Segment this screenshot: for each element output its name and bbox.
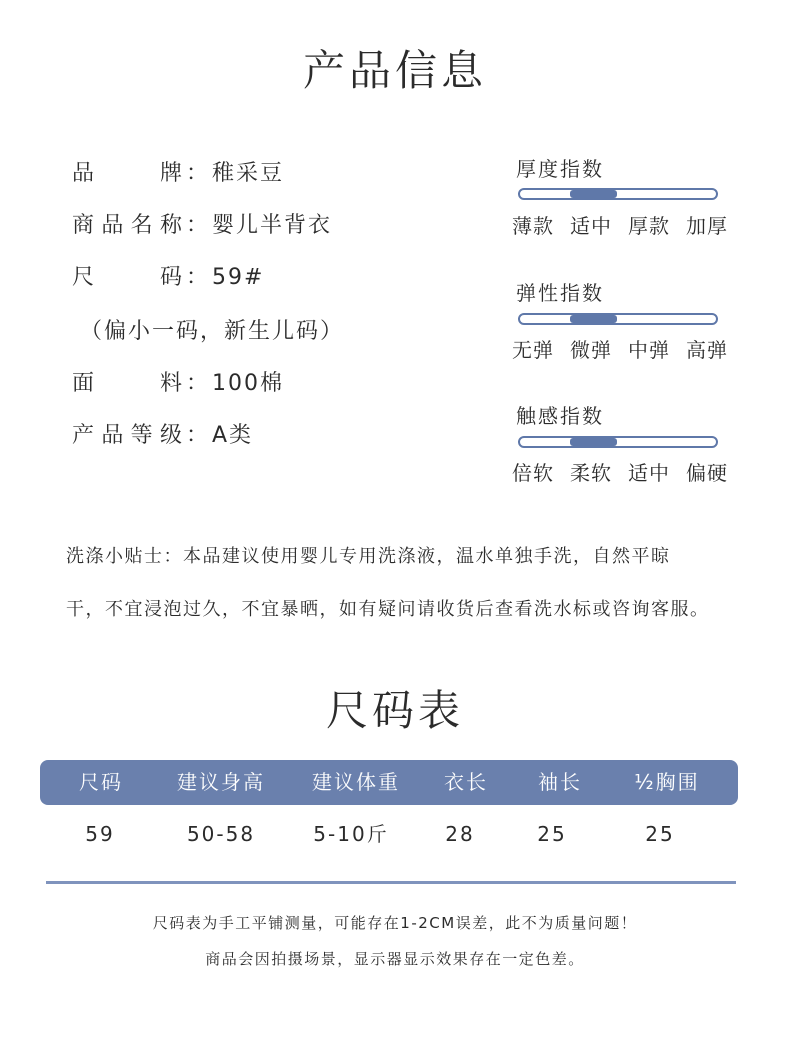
option-label: 倍软 <box>512 461 554 485</box>
option-label: 无弹 <box>512 338 554 362</box>
option-label: 柔软 <box>570 461 612 485</box>
size-chart-header <box>40 760 738 805</box>
elasticity-index-title: 弹性指数 <box>516 281 604 305</box>
info-row-fabric <box>72 366 284 397</box>
info-label: 品牌 <box>72 161 184 186</box>
info-label: 尺码 <box>72 265 184 290</box>
info-colon: ： <box>185 423 210 448</box>
measurement-note: 尺码表为手工平铺测量，可能存在1-2CM误差，此不为质量问题！ <box>152 914 638 932</box>
touch-index-options <box>512 457 728 486</box>
header-sleeve: 袖长 <box>538 770 582 794</box>
info-colon: ： <box>185 265 210 290</box>
thickness-index-gauge <box>518 188 718 200</box>
info-label: 产品等级 <box>72 423 184 448</box>
cell-size: 59 <box>85 822 115 846</box>
header-length: 衣长 <box>444 770 488 794</box>
gauge-fill <box>570 190 617 198</box>
divider <box>46 881 736 884</box>
info-row-size <box>72 260 264 291</box>
info-value: A类 <box>212 423 254 448</box>
option-label: 偏硬 <box>686 461 728 485</box>
header-weight: 建议体重 <box>312 770 400 794</box>
thickness-index-title: 厚度指数 <box>516 157 604 181</box>
info-colon: ： <box>185 161 210 186</box>
info-value: 59# <box>212 265 265 290</box>
gauge-fill <box>570 315 617 323</box>
product-info-title: 产品信息 <box>302 46 487 95</box>
size-chart-title: 尺码表 <box>325 686 464 735</box>
option-label: 加厚 <box>686 214 728 238</box>
option-label: 微弹 <box>570 338 612 362</box>
info-row-product-name <box>72 208 332 239</box>
thickness-index-options <box>512 210 728 239</box>
option-label: 中弹 <box>628 338 670 362</box>
info-row-brand <box>72 156 284 187</box>
header-chest: ½胸围 <box>634 770 700 794</box>
info-value: 婴儿半背衣 <box>212 213 333 238</box>
info-row-grade <box>72 418 253 449</box>
info-label: 商品名称 <box>72 213 184 238</box>
washing-tips-line1: 洗涤小贴士：本品建议使用婴儿专用洗涤液，温水单独手洗，自然平晾 <box>66 546 671 567</box>
washing-tips-line2: 干，不宜浸泡过久，不宜暴晒，如有疑问请收货后查看洗水标或咨询客服。 <box>66 599 710 620</box>
gauge-fill <box>570 438 617 446</box>
info-value: 100棉 <box>212 371 284 396</box>
option-label: 适中 <box>628 461 670 485</box>
size-note: （偏小一码，新生儿码） <box>80 319 345 344</box>
option-label: 薄款 <box>512 214 554 238</box>
color-difference-note: 商品会因拍摄场景，显示器显示效果存在一定色差。 <box>205 950 585 968</box>
info-colon: ： <box>185 213 210 238</box>
header-size: 尺码 <box>79 770 123 794</box>
cell-height: 50-58 <box>186 822 256 846</box>
header-height: 建议身高 <box>177 770 265 794</box>
cell-sleeve: 25 <box>537 822 567 846</box>
option-label: 高弹 <box>686 338 728 362</box>
cell-chest: 25 <box>645 822 675 846</box>
info-value: 稚采豆 <box>212 161 285 186</box>
cell-weight: 5-10斤 <box>313 822 389 846</box>
elasticity-index-options <box>512 334 728 363</box>
touch-index-title: 触感指数 <box>516 404 604 428</box>
elasticity-index-gauge <box>518 313 718 325</box>
option-label: 适中 <box>570 214 612 238</box>
info-label: 面料 <box>72 371 184 396</box>
option-label: 厚款 <box>628 214 670 238</box>
touch-index-gauge <box>518 436 718 448</box>
info-colon: ： <box>185 371 210 396</box>
cell-length: 28 <box>445 822 475 846</box>
table-row <box>40 818 738 850</box>
